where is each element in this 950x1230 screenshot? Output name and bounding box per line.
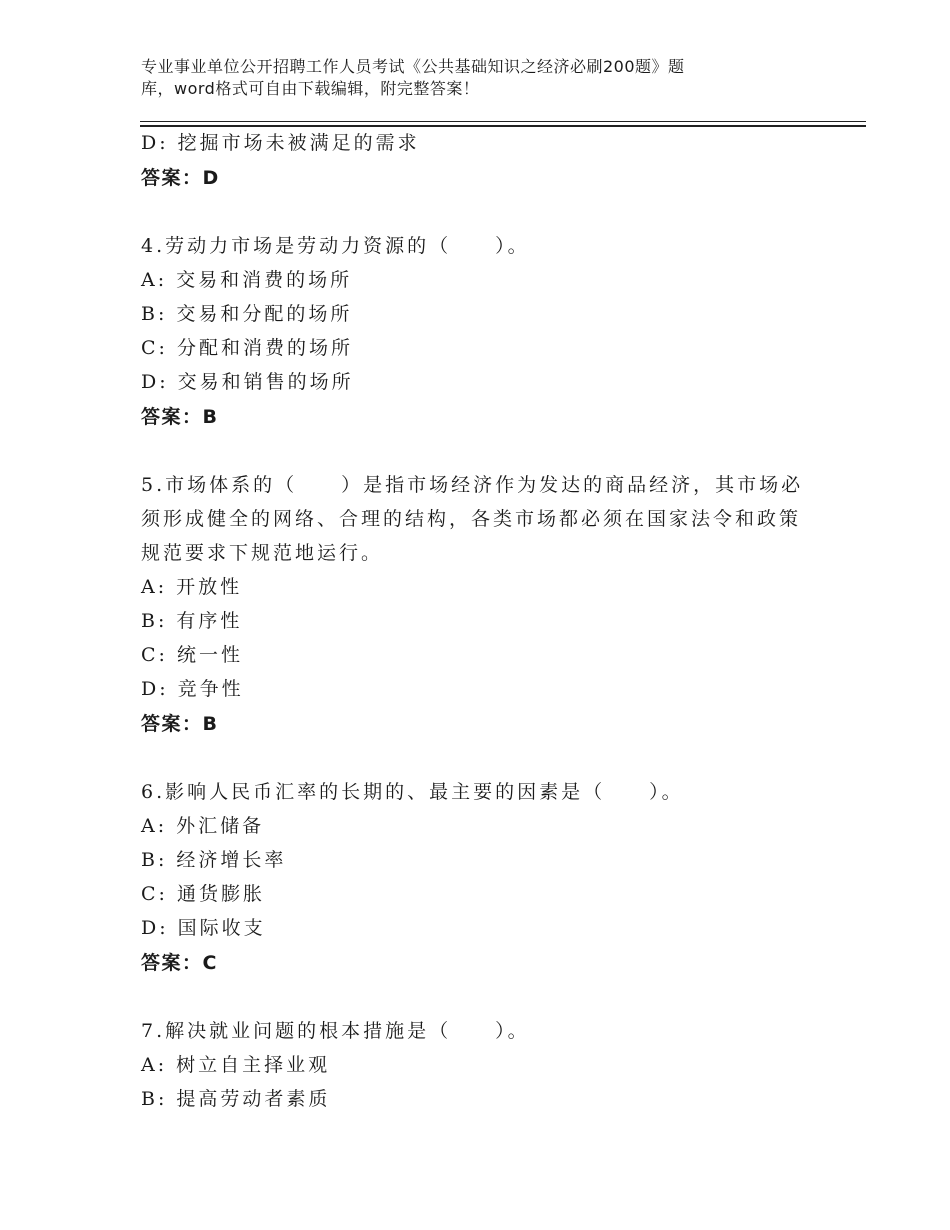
header-title-line-1: 专业事业单位公开招聘工作人员考试《公共基础知识之经济必刷200题》题 — [141, 57, 685, 76]
q4-option-c: C: 分配和消费的场所 — [141, 337, 353, 359]
header-divider-thin — [140, 121, 866, 122]
q4-option-a: A: 交易和消费的场所 — [141, 269, 353, 291]
q7-stem: 7.解决就业问题的根本措施是（ ）。 — [141, 1020, 530, 1042]
q5-stem-line-1: 5.市场体系的（ ）是指市场经济作为发达的商品经济，其市场必 — [141, 474, 804, 496]
q4-stem: 4.劳动力市场是劳动力资源的（ ）。 — [141, 235, 530, 257]
q4-answer: 答案：B — [141, 406, 219, 428]
q5-stem-line-3: 规范要求下规范地运行。 — [141, 542, 384, 564]
q3-option-d: D: 挖掘市场未被满足的需求 — [141, 132, 420, 154]
q4-option-b: B: 交易和分配的场所 — [141, 303, 353, 325]
document-header — [141, 56, 781, 100]
q5-answer: 答案：B — [141, 713, 219, 735]
q6-option-a: A: 外汇储备 — [141, 815, 265, 837]
header-title-line-2: 库，word格式可自由下载编辑，附完整答案！ — [141, 79, 480, 98]
q6-stem: 6.影响人民币汇率的长期的、最主要的因素是（ ）。 — [141, 781, 684, 803]
q4-option-d: D: 交易和销售的场所 — [141, 371, 354, 393]
q5-option-c: C: 统一性 — [141, 644, 243, 666]
q6-option-d: D: 国际收支 — [141, 917, 266, 939]
q3-answer: 答案：D — [141, 167, 220, 189]
header-divider-thick — [140, 125, 866, 127]
q5-option-d: D: 竞争性 — [141, 678, 244, 700]
q5-option-b: B: 有序性 — [141, 610, 243, 632]
q6-option-c: C: 通货膨胀 — [141, 883, 265, 905]
q6-option-b: B: 经济增长率 — [141, 849, 287, 871]
q7-option-b: B: 提高劳动者素质 — [141, 1088, 331, 1110]
q6-answer: 答案：C — [141, 952, 218, 974]
q5-stem-line-2: 须形成健全的网络、合理的结构，各类市场都必须在国家法令和政策 — [141, 508, 802, 530]
q5-option-a: A: 开放性 — [141, 576, 243, 598]
q7-option-a: A: 树立自主择业观 — [141, 1054, 331, 1076]
